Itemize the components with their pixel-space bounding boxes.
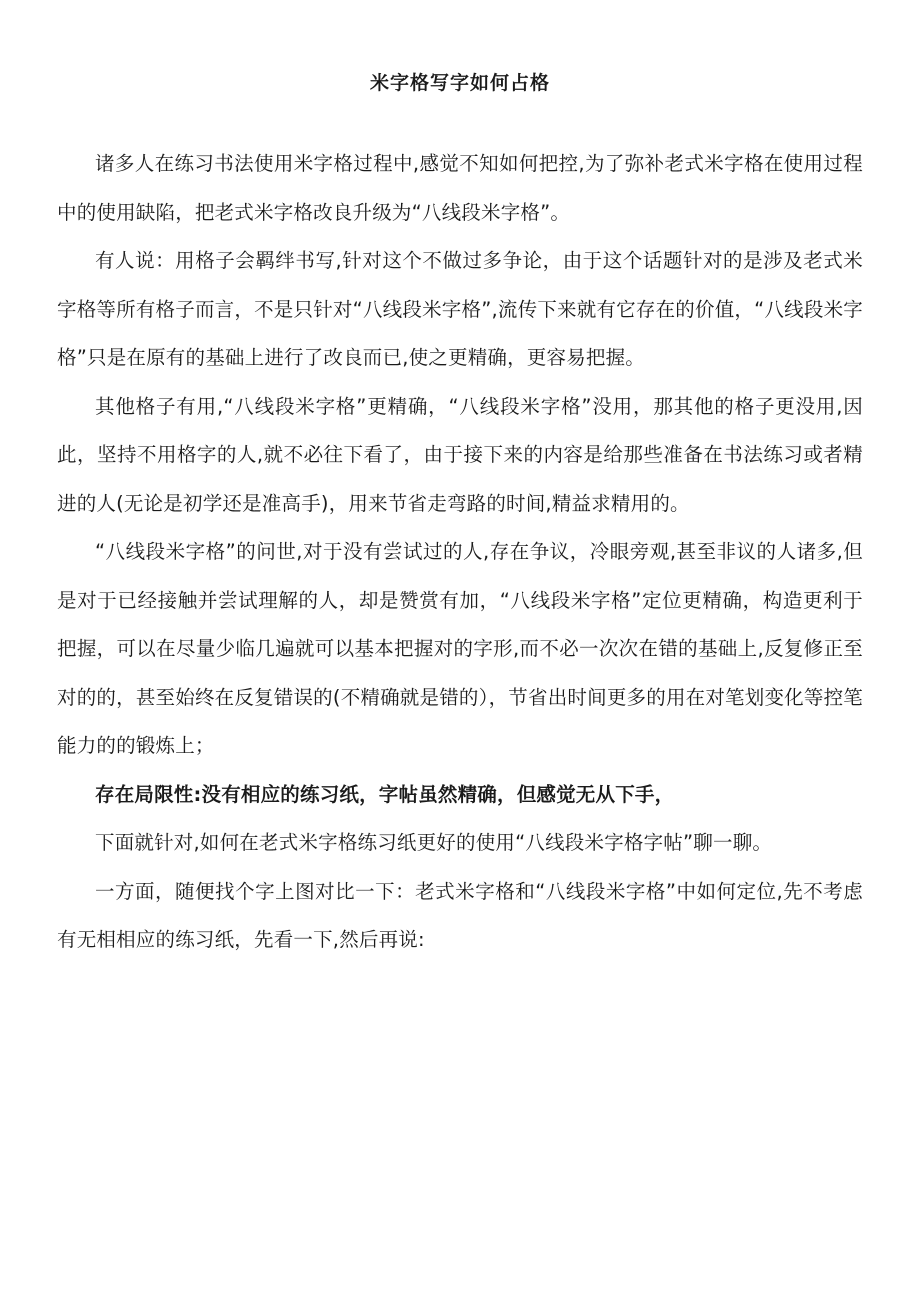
paragraph-4: “八线段米字格”的问世,对于没有尝试过的人,存在争议，冷眼旁观,甚至非议的人诸多,但是对于已经接触并尝试理解的人，却是赞赏有加，“八线段米字格”定位更精确，构造更利于把握，可以在尽量少临几遍就可以基本把握对的字形,而不必一次次在错的基础上,反复修正至对的的，甚至始终在反复错误的(不精确就是错的），节省出时间更多的用在对笔划变化等控笔能力的的锻炼上； [57, 540, 863, 757]
page-title: 米字格写字如何占格 [369, 72, 550, 94]
paragraph-limitation: 存在局限性:没有相应的练习纸，字帖虽然精确，但感觉无从下手， [95, 782, 675, 806]
paragraph-6: 下面就针对,如何在老式米字格练习纸更好的使用“八线段米字格字帖”聊一聊。 [95, 831, 773, 854]
paragraph-2: 有人说：用格子会羁绊书写,针对这个不做过多争论，由于这个话题针对的是涉及老式米字格等所有格子而言，不是只针对“八线段米字格”,流传下来就有它存在的价值，“八线段米字格”只是在原有的基础上进行了改良而已,使之更精确，更容易把握。 [57, 249, 863, 369]
paragraph-3: 其他格子有用,“八线段米字格”更精确，“八线段米字格”没用，那其他的格子更没用,因此，坚持不用格字的人,就不必往下看了，由于接下来的内容是给那些准备在书法练习或者精进的人(无论是初学还是准高手)，用来节省走弯路的时间,精益求精用的。 [57, 394, 863, 515]
document-body [57, 140, 863, 965]
paragraph-7: 一方面，随便找个字上图对比一下：老式米字格和“八线段米字格”中如何定位,先不考虑有无相相应的练习纸，先看一下,然后再说: [57, 879, 863, 951]
paragraph-1: 诸多人在练习书法使用米字格过程中,感觉不知如何把控,为了弥补老式米字格在使用过程中的使用缺陷，把老式米字格改良升级为“八线段米字格”。 [57, 152, 863, 224]
